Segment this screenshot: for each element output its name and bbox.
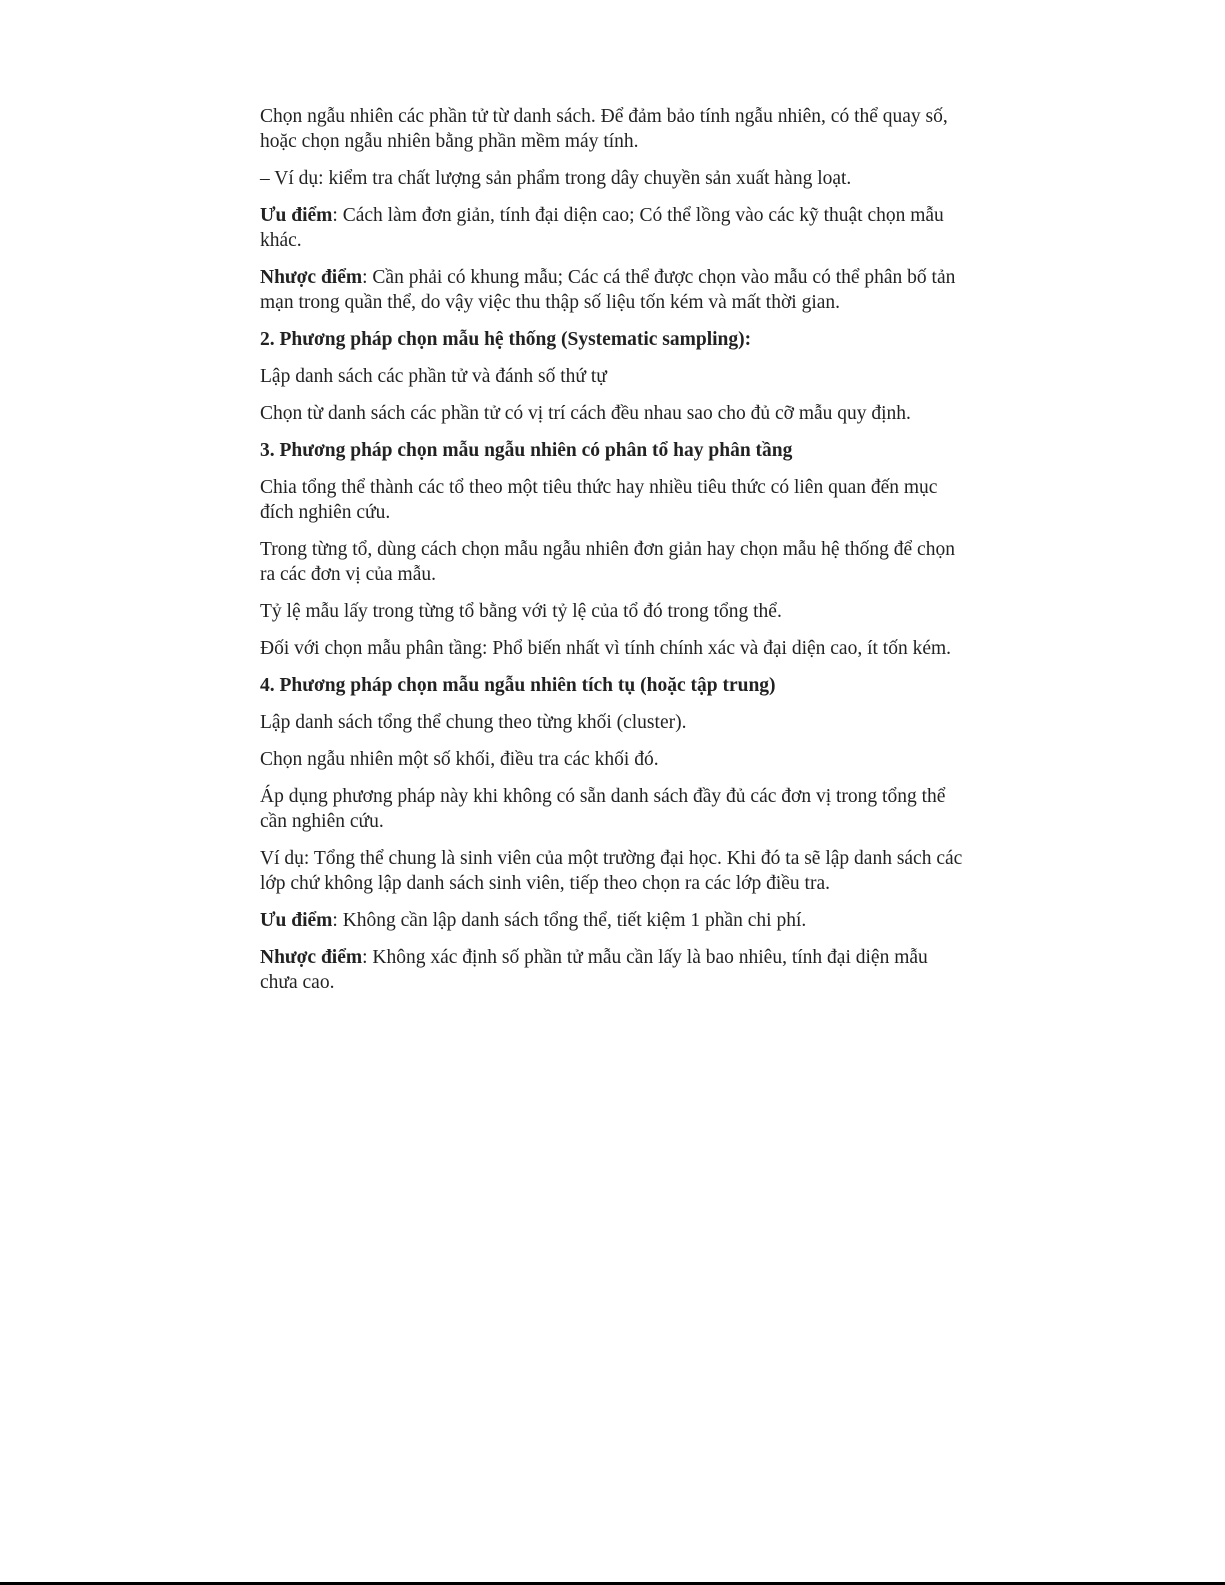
paragraph-within-strata: Trong từng tổ, dùng cách chọn mẫu ngẫu nhiên đơn giản hay chọn mẫu hệ thống để chọn ra các đơn vị của mẫu. <box>260 539 955 585</box>
paragraph-advantage-1: Ưu điểm: Cách làm đơn giản, tính đại diện cao; Có thể lồng vào các kỹ thuật chọn mẫu khác. <box>260 205 944 251</box>
paragraph-stratified-note: Đối với chọn mẫu phân tầng: Phổ biến nhất vì tính chính xác và đại diện cao, ít tốn kém. <box>260 638 952 659</box>
heading-systematic-sampling: 2. Phương pháp chọn mẫu hệ thống (Systematic sampling): <box>260 329 752 350</box>
paragraph-proportion: Tỷ lệ mẫu lấy trong từng tổ bằng với tỷ lệ của tổ đó trong tổng thể. <box>260 601 782 622</box>
document-page <box>260 104 970 1007</box>
paragraph-random-selection: Chọn ngẫu nhiên các phần tử từ danh sách. Để đảm bảo tính ngẫu nhiên, có thể quay số, hoặc chọn ngẫu nhiên bằng phần mềm máy tính. <box>260 106 948 152</box>
paragraph-list-elements: Lập danh sách các phần tử và đánh số thứ tự <box>260 366 607 387</box>
disadvantage-label: Nhược điểm <box>260 267 363 288</box>
paragraph-cluster-example: Ví dụ: Tổng thể chung là sinh viên của một trường đại học. Khi đó ta sẽ lập danh sách các lớp chứ không lập danh sách sinh viên, tiếp theo chọn ra các lớp điều tra. <box>260 848 963 894</box>
disadvantage-label: Nhược điểm <box>260 947 363 968</box>
paragraph-cluster-apply: Áp dụng phương pháp này khi không có sẵn danh sách đầy đủ các đơn vị trong tổng thể cần nghiên cứu. <box>260 786 946 832</box>
heading-cluster-sampling: 4. Phương pháp chọn mẫu ngẫu nhiên tích tụ (hoặc tập trung) <box>260 675 776 696</box>
advantage-label: Ưu điểm <box>260 910 333 931</box>
paragraph-disadvantage-1: Nhược điểm: Cần phải có khung mẫu; Các cá thể được chọn vào mẫu có thể phân bố tản mạn trong quần thể, do vậy việc thu thập số liệu tốn kém và mất thời gian. <box>260 267 956 313</box>
heading-stratified-sampling: 3. Phương pháp chọn mẫu ngẫu nhiên có phân tổ hay phân tầng <box>260 440 793 461</box>
paragraph-cluster-select: Chọn ngẫu nhiên một số khối, điều tra các khối đó. <box>260 749 659 770</box>
paragraph-advantage-2: Ưu điểm: Không cần lập danh sách tổng thể, tiết kiệm 1 phần chi phí. <box>260 910 807 931</box>
advantage-label: Ưu điểm <box>260 205 333 226</box>
paragraph-disadvantage-2: Nhược điểm: Không xác định số phần tử mẫu cần lấy là bao nhiêu, tính đại diện mẫu chưa cao. <box>260 947 928 993</box>
paragraph-divide-strata: Chia tổng thể thành các tổ theo một tiêu thức hay nhiều tiêu thức có liên quan đến mục đích nghiên cứu. <box>260 477 938 523</box>
paragraph-example-bullet: – Ví dụ: kiểm tra chất lượng sản phẩm trong dây chuyền sản xuất hàng loạt. <box>260 168 852 189</box>
paragraph-cluster-list: Lập danh sách tổng thể chung theo từng khối (cluster). <box>260 712 687 733</box>
paragraph-equal-spacing: Chọn từ danh sách các phần tử có vị trí cách đều nhau sao cho đủ cỡ mẫu quy định. <box>260 403 911 424</box>
